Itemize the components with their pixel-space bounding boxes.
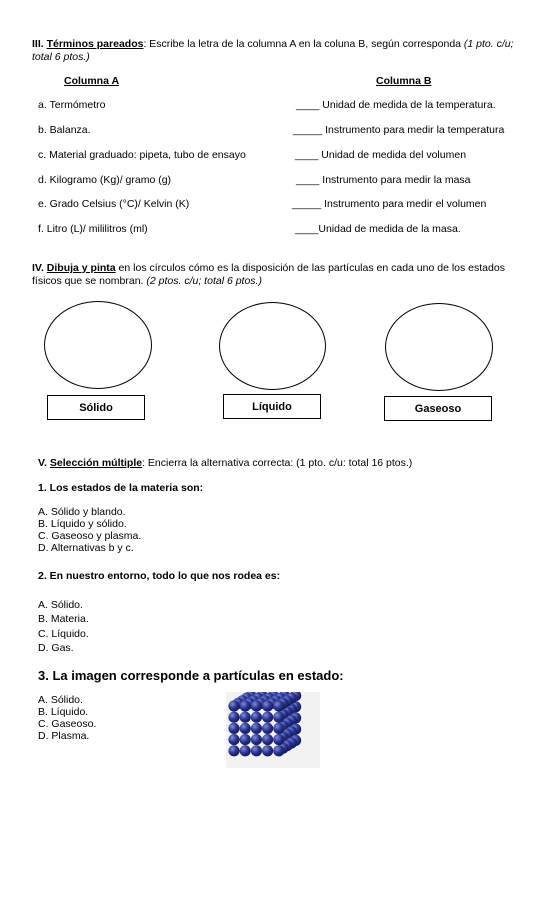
particle-sphere	[240, 723, 251, 734]
column-b-item: ____ Instrumento para medir la masa	[296, 174, 471, 186]
column-b-item: ____ Unidad de medida de la temperatura.	[296, 99, 496, 111]
question-1: 1. Los estados de la materia son:	[38, 482, 204, 494]
option[interactable]: B. Líquido y sólido.	[38, 518, 127, 530]
column-b-header: Columna B	[376, 75, 432, 87]
column-a-header: Columna A	[64, 75, 120, 87]
particle-sphere	[251, 734, 262, 745]
section-4-title: Dibuja y pinta	[46, 262, 116, 274]
particle-sphere	[273, 745, 284, 756]
option[interactable]: D. Plasma.	[38, 730, 90, 742]
column-a-item: a. Termómetro	[38, 99, 106, 111]
particle-sphere	[228, 712, 239, 723]
particle-sphere	[262, 723, 273, 734]
particle-sphere	[262, 734, 273, 745]
option[interactable]: C. Gaseoso.	[38, 718, 97, 730]
state-label-solid: Sólido	[47, 395, 145, 420]
option[interactable]: D. Gas.	[38, 642, 74, 654]
section-5-header	[38, 457, 412, 469]
particle-sphere	[228, 745, 239, 756]
section-5-instruction: : Encierra la alternativa correcta: (1 pto. c/u: total 16 ptos.)	[142, 457, 413, 469]
option[interactable]: D. Alternativas b y c.	[38, 542, 134, 554]
option[interactable]: C. Gaseoso y plasma.	[38, 530, 142, 542]
column-b-item: ____ Unidad de medida del volumen	[295, 149, 467, 161]
drawing-circle-gas[interactable]	[385, 303, 493, 391]
column-a-item: f. Litro (L)/ mililitros (ml)	[38, 223, 148, 235]
section-4-number: IV.	[32, 262, 44, 274]
column-a-item: e. Grado Celsius (°C)/ Kelvin (K)	[38, 198, 190, 210]
question-2: 2. En nuestro entorno, todo lo que nos rodea es:	[38, 570, 281, 582]
section-4-header	[32, 262, 522, 288]
drawing-circle-solid[interactable]	[44, 301, 152, 389]
particle-sphere	[273, 700, 284, 711]
state-label-liquid: Líquido	[223, 394, 321, 419]
particle-sphere	[240, 712, 251, 723]
particle-sphere	[251, 700, 262, 711]
column-b-item: ____Unidad de medida de la masa.	[295, 223, 461, 235]
particle-sphere	[240, 745, 251, 756]
particle-sphere	[251, 745, 262, 756]
option[interactable]: A. Sólido.	[38, 599, 83, 611]
particle-sphere	[240, 700, 251, 711]
particle-sphere	[251, 712, 262, 723]
section-3-number: III.	[32, 38, 44, 50]
section-3-title: Términos pareados	[46, 38, 144, 50]
question-3: 3. La imagen corresponde a partículas en estado:	[38, 668, 344, 683]
particle-sphere	[228, 723, 239, 734]
column-a-item: b. Balanza.	[38, 124, 91, 136]
particle-sphere	[251, 723, 262, 734]
section-4-points: (2 ptos. c/u; total 6 ptos.)	[146, 275, 262, 287]
particle-cube-image	[226, 692, 320, 768]
option[interactable]: B. Líquido.	[38, 706, 89, 718]
section-3-header	[32, 38, 517, 64]
column-a-item: d. Kilogramo (Kg)/ gramo (g)	[38, 174, 172, 186]
section-3-instruction: : Escribe la letra de la columna A en la coluna B, según corresponda	[143, 38, 464, 50]
option[interactable]: B. Materia.	[38, 613, 89, 625]
column-a-item: c. Material graduado: pipeta, tubo de ensayo	[38, 149, 246, 161]
column-b-item: _____ Instrumento para medir la temperatura	[293, 124, 505, 136]
particle-sphere	[262, 712, 273, 723]
particle-sphere	[273, 734, 284, 745]
particle-sphere	[273, 712, 284, 723]
particle-sphere	[240, 734, 251, 745]
section-5-number: V.	[38, 457, 47, 469]
particle-sphere	[273, 723, 284, 734]
section-3-points: (1 pto. c/u; total 6 ptos.)	[32, 38, 514, 63]
option[interactable]: C. Líquido.	[38, 628, 89, 640]
section-5-title: Selección múltiple	[49, 457, 143, 469]
section-4-instruction: en los círculos cómo es la disposición de las partículas en cada uno de los estados físicos que se nombran.	[32, 262, 505, 287]
particle-sphere	[262, 745, 273, 756]
particle-sphere	[262, 700, 273, 711]
option[interactable]: A. Sólido y blando.	[38, 506, 126, 518]
state-label-gas: Gaseoso	[384, 396, 492, 421]
option[interactable]: A. Sólido.	[38, 694, 83, 706]
drawing-circle-liquid[interactable]	[219, 302, 326, 390]
column-b-item: _____ Instrumento para medir el volumen	[292, 198, 487, 210]
particle-sphere	[228, 700, 239, 711]
particle-sphere	[228, 734, 239, 745]
